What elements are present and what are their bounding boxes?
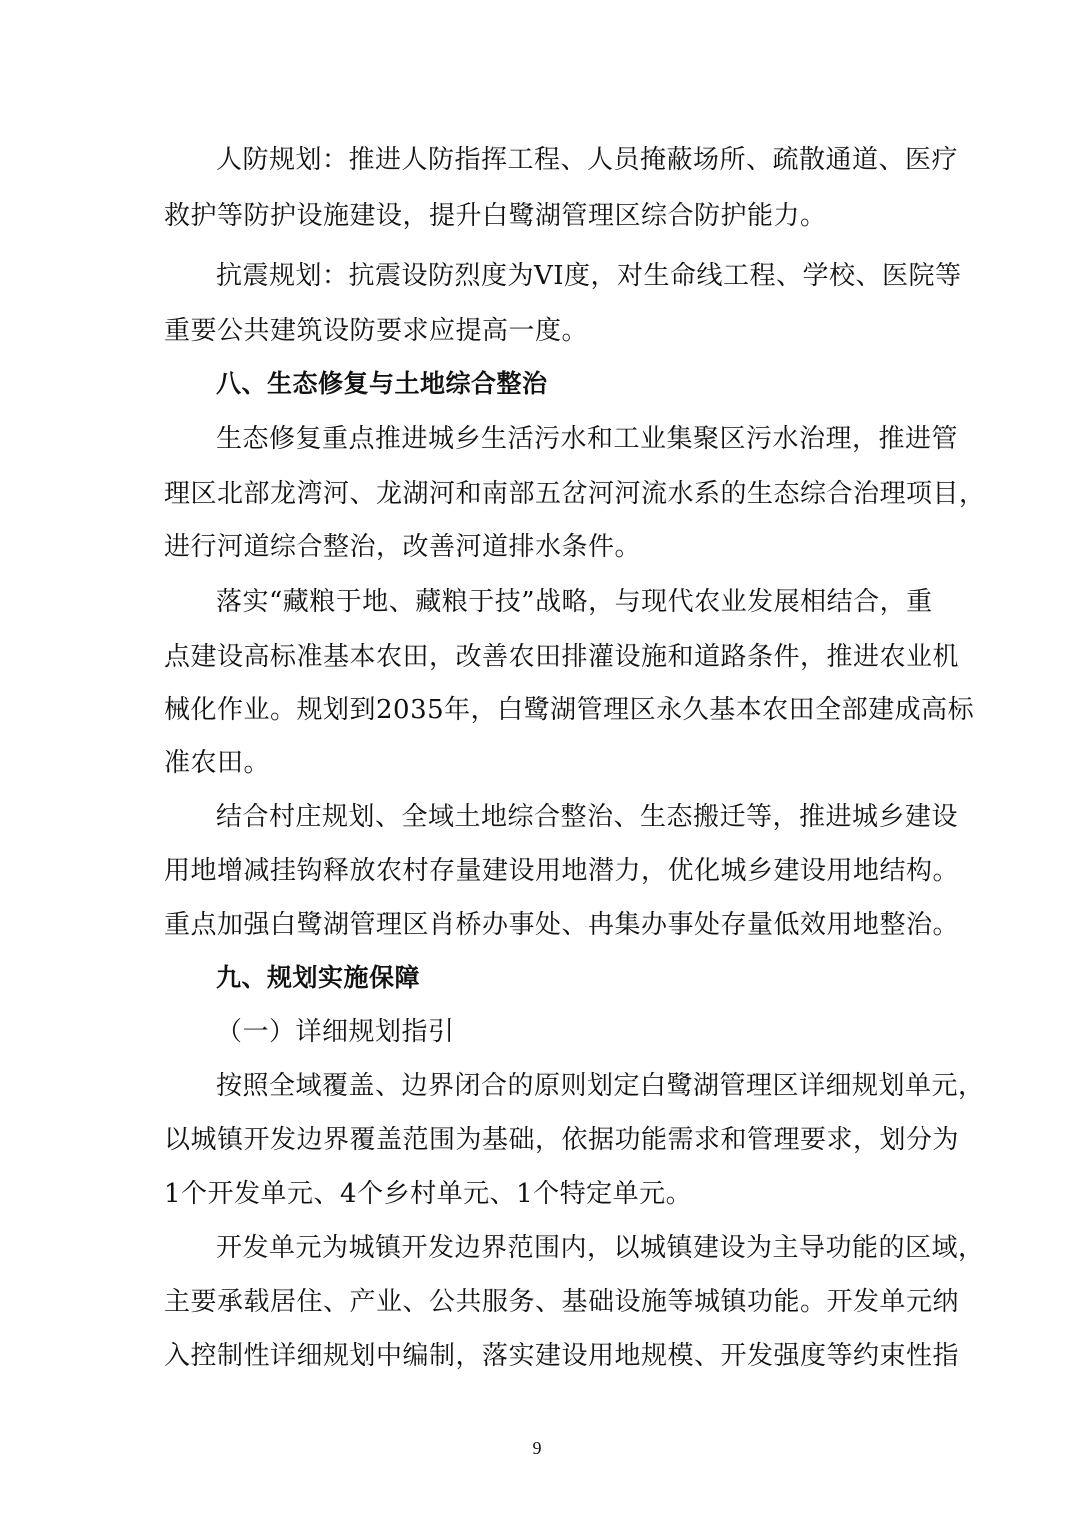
paragraph-land-use-line-3: 重点加强白鹭湖管理区肖桥办事处、冉集办事处存量低效用地整治。 [164, 910, 960, 940]
paragraph-farmland-line-2: 点建设高标准基本农田，改善农田排灌设施和道路条件，推进农业机 [164, 642, 960, 672]
paragraph-dev-unit-line-2: 主要承载居住、产业、公共服务、基础设施等城镇功能。开发单元纳 [164, 1287, 960, 1317]
section-heading-8: 八、生态修复与土地综合整治 [216, 369, 548, 398]
paragraph-planning-units-line-2: 以城镇开发边界覆盖范围为基础，依据功能需求和管理要求，划分为 [164, 1125, 960, 1155]
subsection-heading-1: （一）详细规划指引 [216, 1017, 455, 1047]
paragraph-planning-units-line-1: 按照全域覆盖、边界闭合的原则划定白鹭湖管理区详细规划单元， [216, 1071, 985, 1101]
paragraph-civil-defense-line-1: 人防规划：推进人防指挥工程、人员掩蔽场所、疏散通道、医疗 [216, 145, 959, 175]
paragraph-land-use-line-2: 用地增减挂钩释放农村存量建设用地潜力，优化城乡建设用地结构。 [164, 856, 960, 886]
paragraph-dev-unit-line-1: 开发单元为城镇开发边界范围内，以城镇建设为主导功能的区域， [216, 1233, 985, 1263]
paragraph-eco-restoration-line-3: 进行河道综合整治，改善河道排水条件。 [164, 532, 642, 562]
paragraph-planning-units-line-3: 1个开发单元、4个乡村单元、1个特定单元。 [164, 1179, 693, 1209]
paragraph-farmland-line-3: 械化作业。规划到2035年，白鹭湖管理区永久基本农田全部建成高标 [164, 695, 975, 725]
section-heading-9: 九、规划实施保障 [216, 963, 421, 992]
paragraph-seismic-line-1: 抗震规划：抗震设防烈度为VI度，对生命线工程、学校、医院等 [216, 261, 962, 291]
page-number: 9 [532, 1438, 542, 1458]
paragraph-farmland-line-1: 落实“藏粮于地、藏粮于技”战略，与现代农业发展相结合，重 [216, 587, 933, 617]
paragraph-eco-restoration-line-1: 生态修复重点推进城乡生活污水和工业集聚区污水治理，推进管 [216, 424, 959, 454]
paragraph-farmland-line-4: 准农田。 [164, 748, 271, 778]
paragraph-civil-defense-line-2: 救护等防护设施建设，提升白鹭湖管理区综合防护能力。 [164, 201, 827, 231]
paragraph-land-use-line-1: 结合村庄规划、全域土地综合整治、生态搬迁等，推进城乡建设 [216, 802, 959, 832]
paragraph-dev-unit-line-3: 入控制性详细规划中编制，落实建设用地规模、开发强度等约束性指 [164, 1341, 960, 1371]
paragraph-eco-restoration-line-2: 理区北部龙湾河、龙湖河和南部五岔河河流水系的生态综合治理项目， [164, 479, 986, 509]
paragraph-seismic-line-2: 重要公共建筑设防要求应提高一度。 [164, 316, 589, 346]
